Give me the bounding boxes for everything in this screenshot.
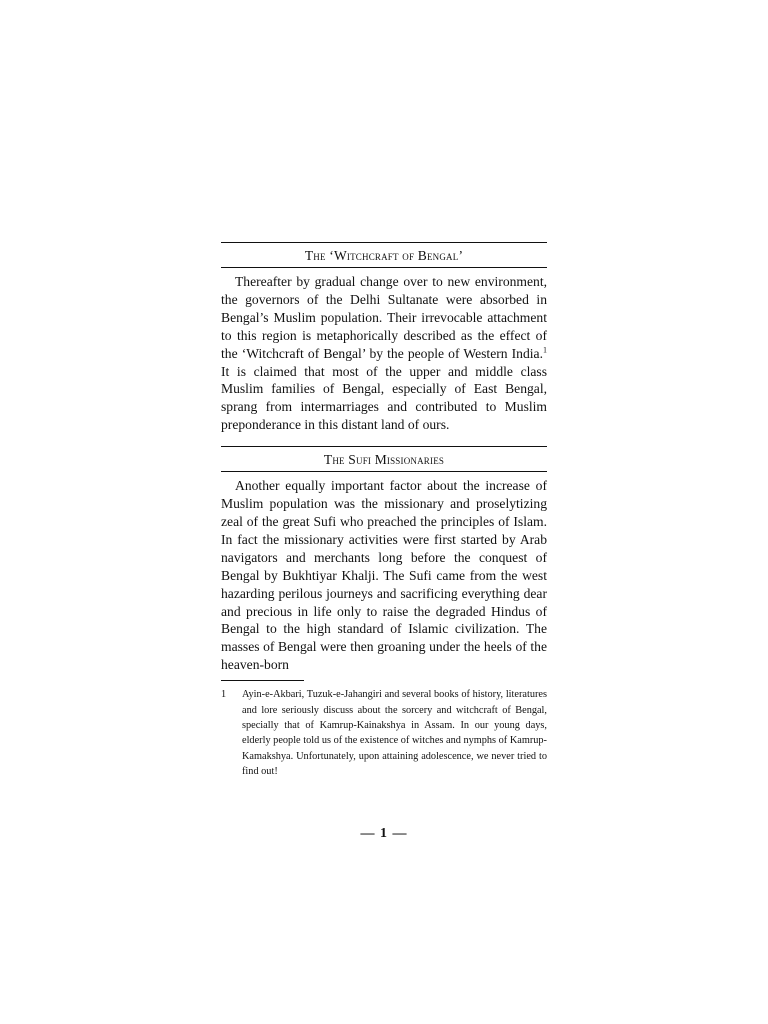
paragraph-sufi: Another equally important factor about the increase of Muslim population was the missionary and proselytizing zeal of the great Sufi who preached the principles of Islam. In fact the missionary activities were first started by Arab navigators and merchants long before the conquest of Bengal by Bukhtiyar Khalji. The Sufi came from the west hazarding perilous journeys and sacrificing everything dear and precious in life only to raise the degraded Hindus of Bengal to the high standard of Islamic civilization. The masses of Bengal were then groaning under the heels of the heaven-born [221, 478, 547, 673]
paragraph-witchcraft [221, 273, 547, 434]
footnote [221, 687, 547, 779]
footnote-divider [221, 680, 304, 681]
section-heading-sufi: The Sufi Missionaries [221, 446, 547, 472]
footnote-number: 1 [221, 689, 227, 701]
page-number: — 1 — [360, 826, 408, 841]
footnote-text: Ayin-e-Akbari, Tuzuk-e-Jahangiri and several books of history, literatures and lore seriously discuss about the sorcery and witchcraft of Bengal, specially that of Kamrup-Kainakshya in Assam. In our young days, elderly people told us of the existence of witches and nymphs of Kamrup-Kamakshya. Unfortunately, upon attaining adolescence, we never tried to find out! [242, 689, 547, 778]
page-body [221, 242, 547, 780]
footnote-reference: 1 [543, 345, 547, 355]
section-heading-witchcraft: The ‘Witchcraft of Bengal’ [221, 242, 547, 268]
paragraph-witchcraft-part2: It is claimed that most of the upper and middle class Muslim families of Bengal, especially of East Bengal, sprang from intermarriages and contributed to Muslim preponderance in this distant land of ours. [221, 363, 547, 433]
paragraph-witchcraft-part1: Thereafter by gradual change over to new environment, the governors of the Delhi Sultanate were absorbed in Bengal’s Muslim population. Their irrevocable attachment to this region is metaphorically described as the effect of the ‘Witchcraft of Bengal’ by the people of Western India. [221, 274, 547, 361]
